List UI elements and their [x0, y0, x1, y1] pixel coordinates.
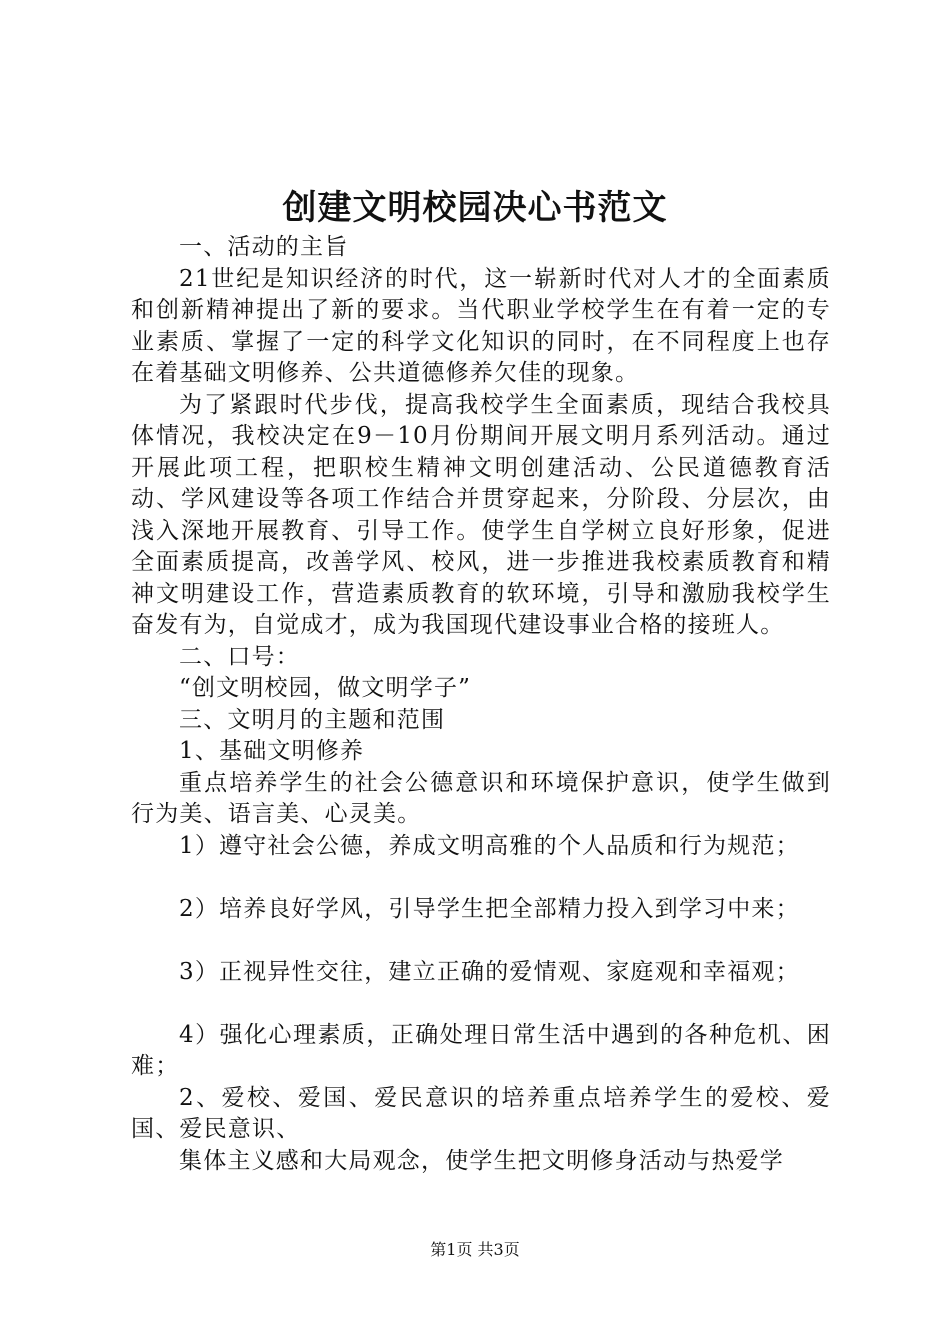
- paragraph: 集体主义感和大局观念，使学生把文明修身活动与热爱学: [179, 1147, 784, 1174]
- paragraph: 21世纪是知识经济的时代，这一崭新时代对人才的全面素质和创新精神提出了新的要求。当代职业学校学生在有着一定的专业素质、掌握了一定的科学文化知识的同时，在不同程度上也存在着基础文明修养、公共道德修养欠佳的现象。: [131, 265, 831, 386]
- slogan: “创文明校园，做文明学子”: [179, 675, 472, 701]
- section-heading: 三、文明月的主题和范围: [179, 706, 446, 733]
- document-title: 创建文明校园决心书范文: [282, 188, 668, 228]
- list-item: 4）强化心理素质，正确处理日常生活中遇到的各种危机、困难；: [131, 1021, 831, 1079]
- section-heading: 一、活动的主旨: [179, 234, 349, 260]
- paragraph: 为了紧跟时代步伐，提高我校学生全面素质，现结合我校具体情况，我校决定在9－10月份期间开展文明月系列活动。通过开展此项工程，把职校生精神文明创建活动、公民道德教育活动、学风建设等各项工作结合并贯穿起来，分阶段、分层次，由浅入深地开展教育、引导工作。使学生自学树立良好形象，促进全面素质提高，改善学风、校风，进一步推进我校素质教育和精神文明建设工作，营造素质教育的软环境，引导和激励我校学生奋发有为，自觉成才，成为我国现代建设事业合格的接班人。: [131, 391, 831, 638]
- list-item: 1）遵守社会公德，养成文明高雅的个人品质和行为规范；: [179, 832, 800, 859]
- document-body: [131, 232, 831, 1177]
- paragraph: 重点培养学生的社会公德意识和环境保护意识，使学生做到行为美、语言美、心灵美。: [131, 769, 831, 827]
- subsection-heading: 2、爱校、爱国、爱民意识的培养重点培养学生的爱校、爱国、爱民意识、: [131, 1084, 831, 1142]
- list-item: 3）正视异性交往，建立正确的爱情观、家庭观和幸福观；: [179, 958, 800, 985]
- subsection-heading: 1、基础文明修养: [179, 738, 365, 764]
- list-item: 2）培养良好学风，引导学生把全部精力投入到学习中来；: [179, 895, 800, 922]
- page-footer: 第1页 共3页: [430, 1240, 520, 1259]
- section-heading: 二、口号：: [179, 643, 300, 670]
